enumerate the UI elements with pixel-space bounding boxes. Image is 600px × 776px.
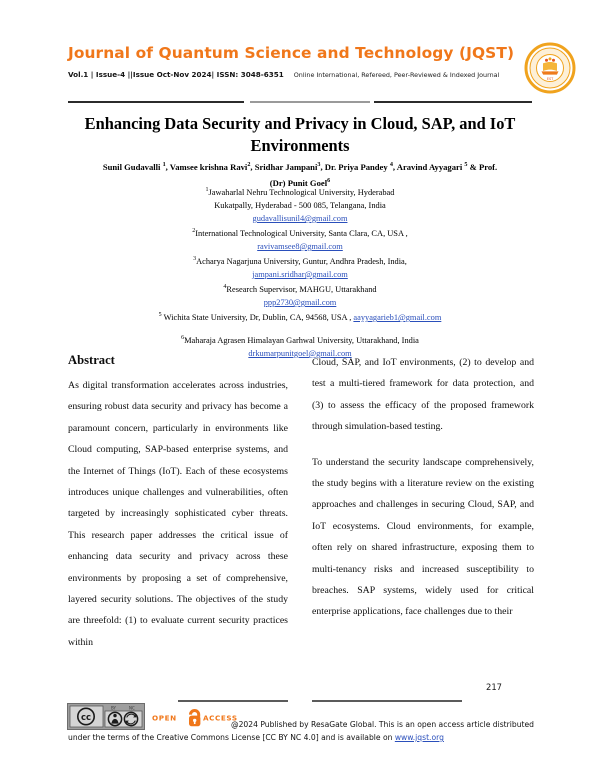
issue-info: Vol.1 | Issue-4 ||Issue Oct-Nov 2024| ISSN: 3048-6351 bbox=[68, 70, 284, 79]
affiliation-3-line1: Acharya Nagarjuna University, Guntur, Andhra Pradesh, India, bbox=[196, 256, 407, 266]
affiliation-3: $^3$Acharya Nagarjuna University, Guntur, Andhra Pradesh, India, bbox=[193, 256, 407, 266]
page-number: 217 bbox=[486, 682, 502, 692]
affiliation-5: $^5$ Wichita State University, Dr, Dublin, CA, 94568, USA , aayyagarieb1@gmail.com bbox=[158, 312, 442, 322]
affiliation-4-email[interactable]: ppp2730@gmail.com bbox=[263, 297, 337, 307]
abstract-paragraph-right-2: To understand the security landscape comprehensively, the study begins with a literature review on the existing approaches and challenges in securing Cloud, SAP, and IoT ecosystems. Cloud environments, for example, often rely on shared infrastructure, exposing them to multi-tenancy risks and increased susceptibility to breaches. SAP systems, widely used for critical enterprise applications, face challenges due to their bbox=[312, 456, 534, 618]
journal-website-link[interactable]: www.jqst.org bbox=[394, 733, 444, 742]
svg-text:EST: EST bbox=[546, 77, 554, 81]
footer-line-1: @2024 Published by ResaGate Global. This is an open access article distributed bbox=[231, 720, 534, 729]
page-title: Enhancing Data Security and Privacy in Cloud, SAP, and IoT Environments bbox=[84, 114, 516, 155]
footer-license-text bbox=[68, 718, 534, 744]
affiliation-1-email-wrap bbox=[62, 212, 538, 225]
affiliation-1-line1: Jawaharlal Nehru Technological University, Hyderabad bbox=[208, 187, 395, 197]
divider-segment-left bbox=[68, 101, 244, 103]
masthead-divider bbox=[68, 101, 532, 104]
abstract-paragraph-right-1: Cloud, SAP, and IoT environments, (2) to develop and test a multi-tiered framework for data protection, and (3) to assess the efficacy of the proposed framework through simulation-based testing. bbox=[312, 357, 534, 433]
affiliation-2: $^2$International Technological University, Santa Clara, CA, USA , bbox=[192, 228, 408, 238]
affiliation-6-line1: Maharaja Agrasen Himalayan Garhwal University, Uttarakhand, India bbox=[184, 335, 419, 345]
affiliation-4-line1: Research Supervisor, MAHGU, Uttarakhand bbox=[226, 284, 377, 294]
abstract-left-column bbox=[68, 352, 288, 667]
affiliation-5-email[interactable]: aayyagarieb1@gmail.com bbox=[353, 312, 442, 322]
abstract-heading: Abstract bbox=[68, 353, 115, 367]
divider-segment-right bbox=[374, 101, 532, 103]
author-line-2: (Dr) Punit Goel$^6$ bbox=[269, 176, 331, 188]
journal-masthead bbox=[68, 44, 532, 79]
footer-divider-left bbox=[178, 700, 288, 702]
footer-divider-right bbox=[312, 700, 462, 702]
svg-text:BY: BY bbox=[111, 705, 116, 711]
affiliation-2-email-wrap bbox=[62, 240, 538, 253]
footer-line-2 bbox=[68, 731, 534, 744]
university-seal-logo bbox=[524, 42, 576, 94]
affiliation-6-email[interactable]: drkumarpunitgoel@gmail.com bbox=[248, 348, 352, 358]
affiliation-4: $^4$Research Supervisor, MAHGU, Uttarakhand bbox=[223, 284, 377, 294]
svg-text:ACCESS: ACCESS bbox=[203, 713, 238, 723]
affiliation-2-line1: International Technological University, Santa Clara, CA, USA , bbox=[195, 228, 408, 238]
journal-issue-line bbox=[68, 70, 532, 79]
affiliation-spacer bbox=[62, 324, 538, 332]
footer-line-2-text: under the terms of the Creative Commons License [CC BY NC 4.0] and is available on bbox=[68, 733, 395, 742]
affiliation-5-line1: Wichita State University, Dr, Dublin, CA, 94568, USA , bbox=[163, 312, 352, 322]
affiliation-1-line2: Kukatpally, Hyderabad - 500 085, Telangana, India bbox=[214, 200, 386, 210]
affiliations-block bbox=[62, 184, 538, 360]
abstract-right-column bbox=[312, 352, 534, 637]
abstract-paragraph-left: As digital transformation accelerates across industries, ensuring robust data security and privacy has become a paramount concern, particularly in environments like Cloud computing, SAP-based enterprise systems, and the Internet of Things (IoT). Each of these ecosystems introduces unique challenges and vulnerabilities, often targeted by increasingly sophisticated cyber threats. This research paper addresses the critical issue of enhancing data security and privacy across these environments by proposing a set of comprehensive, layered security solutions. The objectives of the study are threefold: (1) to evaluate current security practices within bbox=[68, 380, 288, 648]
affiliation-6: $^6$Maharaja Agrasen Himalayan Garhwal University, Uttarakhand, India bbox=[181, 334, 419, 345]
affiliation-1: $^1$Jawaharlal Nehru Technological University, Hyderabad bbox=[205, 187, 395, 197]
svg-text:NC: NC bbox=[129, 705, 135, 711]
journal-title: Journal of Quantum Science and Technology (JQST) bbox=[68, 44, 515, 62]
affiliation-2-email[interactable]: ravivamsee8@gmail.com bbox=[257, 241, 343, 251]
affiliation-1-email[interactable]: gudavallisunil4@gmail.com bbox=[252, 213, 348, 223]
journal-tagline: Online International, Refereed, Peer-Reviewed & Indexed Journal bbox=[293, 71, 500, 79]
divider-segment-middle bbox=[250, 101, 370, 103]
affiliation-3-email[interactable]: jampani.sridhar@gmail.com bbox=[252, 269, 348, 279]
svg-text:OPEN: OPEN bbox=[152, 713, 177, 723]
affiliation-3-email-wrap bbox=[62, 268, 538, 281]
author-line-1: Sunil Gudavalli $^1$, Vamsee krishna Ravi$^2$, Sridhar Jampani$^3$, Dr. Priya Pandey $^4$, Aravind Ayyagari $^5$ & Prof. bbox=[102, 161, 498, 172]
affiliation-4-email-wrap bbox=[62, 296, 538, 309]
svg-text:cc: cc bbox=[80, 713, 92, 723]
